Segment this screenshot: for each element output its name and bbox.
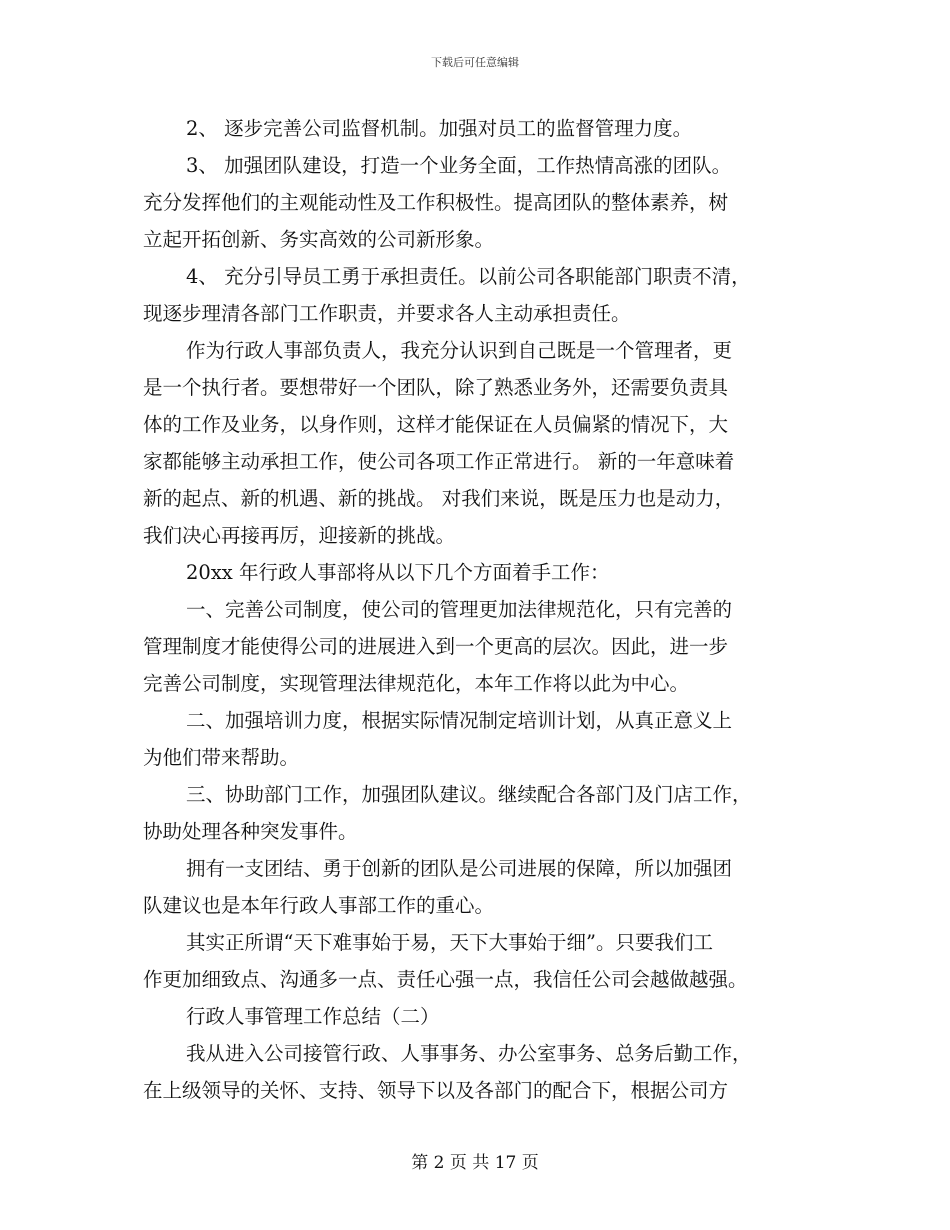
section-heading: 行政人事管理工作总结（二） [186, 1005, 440, 1028]
text-line: 在上级领导的关怀、支持、领导下以及各部门的配合下，根据公司方 [143, 1079, 729, 1102]
text-line: 队建议也是本年行政人事部工作的重心。 [143, 894, 495, 917]
text-line: 2、 逐步完善公司监督机制。加强对员工的监督管理力度。 [186, 117, 693, 140]
text-line: 其实正所谓“天下难事始于易，天下大事始于细”。只要我们工 [186, 931, 713, 954]
text-line: 现逐步理清各部门工作职责，并要求各人主动承担责任。 [143, 302, 631, 325]
text-line: 二、加强培训力度，根据实际情况制定培训计划，从真正意义上 [186, 709, 733, 732]
text-line: 我们决心再接再厉，迎接新的挑战。 [143, 524, 456, 547]
text-line: 作更加细致点、沟通多一点、责任心强一点，我信任公司会越做越强。 [143, 968, 748, 991]
text-line: 管理制度才能使得公司的进展进入到一个更高的层次。因此，进一步 [143, 635, 729, 658]
text-line: 充分发挥他们的主观能动性及工作积极性。提高团队的整体素养，树 [143, 191, 729, 214]
text-line: 体的工作及业务，以身作则，这样才能保证在人员偏紧的情况下，大 [143, 413, 729, 436]
text-line: 20xx 年行政人事部将从以下几个方面着手工作： [186, 561, 610, 584]
text-line: 为他们带来帮助。 [143, 746, 300, 769]
text-line: 3、 加强团队建设，打造一个业务全面，工作热情高涨的团队。 [186, 154, 732, 177]
text-line: 家都能够主动承担工作，使公司各项工作正常进行。 新的一年意味着 [143, 450, 735, 473]
text-line: 三、协助部门工作，加强团队建议。继续配合各部门及门店工作， [186, 783, 752, 806]
page-footer: 第 2 页 共 17 页 [411, 1153, 539, 1173]
page-header: 下载后可任意编辑 [431, 56, 519, 69]
text-line: 作为行政人事部负责人，我充分认识到自己既是一个管理者，更 [186, 339, 733, 362]
document-body [143, 110, 808, 1109]
text-line: 一、完善公司制度，使公司的管理更加法律规范化，只有完善的 [186, 598, 733, 621]
text-line: 完善公司制度，实现管理法律规范化，本年工作将以此为中心。 [143, 672, 690, 695]
text-line: 4、 充分引导员工勇于承担责任。以前公司各职能部门职责不清， [186, 265, 751, 288]
text-line: 立起开拓创新、务实高效的公司新形象。 [143, 228, 495, 251]
text-line: 我从进入公司接管行政、人事事务、办公室事务、总务后勤工作， [186, 1042, 752, 1065]
text-line: 是一个执行者。要想带好一个团队，除了熟悉业务外，还需要负责具 [143, 376, 729, 399]
text-line: 拥有一支团结、勇于创新的团队是公司进展的保障，所以加强团 [186, 857, 733, 880]
text-line: 协助处理各种突发事件。 [143, 820, 358, 843]
text-line: 新的起点、新的机遇、新的挑战。 对我们来说，既是压力也是动力， [143, 487, 735, 510]
